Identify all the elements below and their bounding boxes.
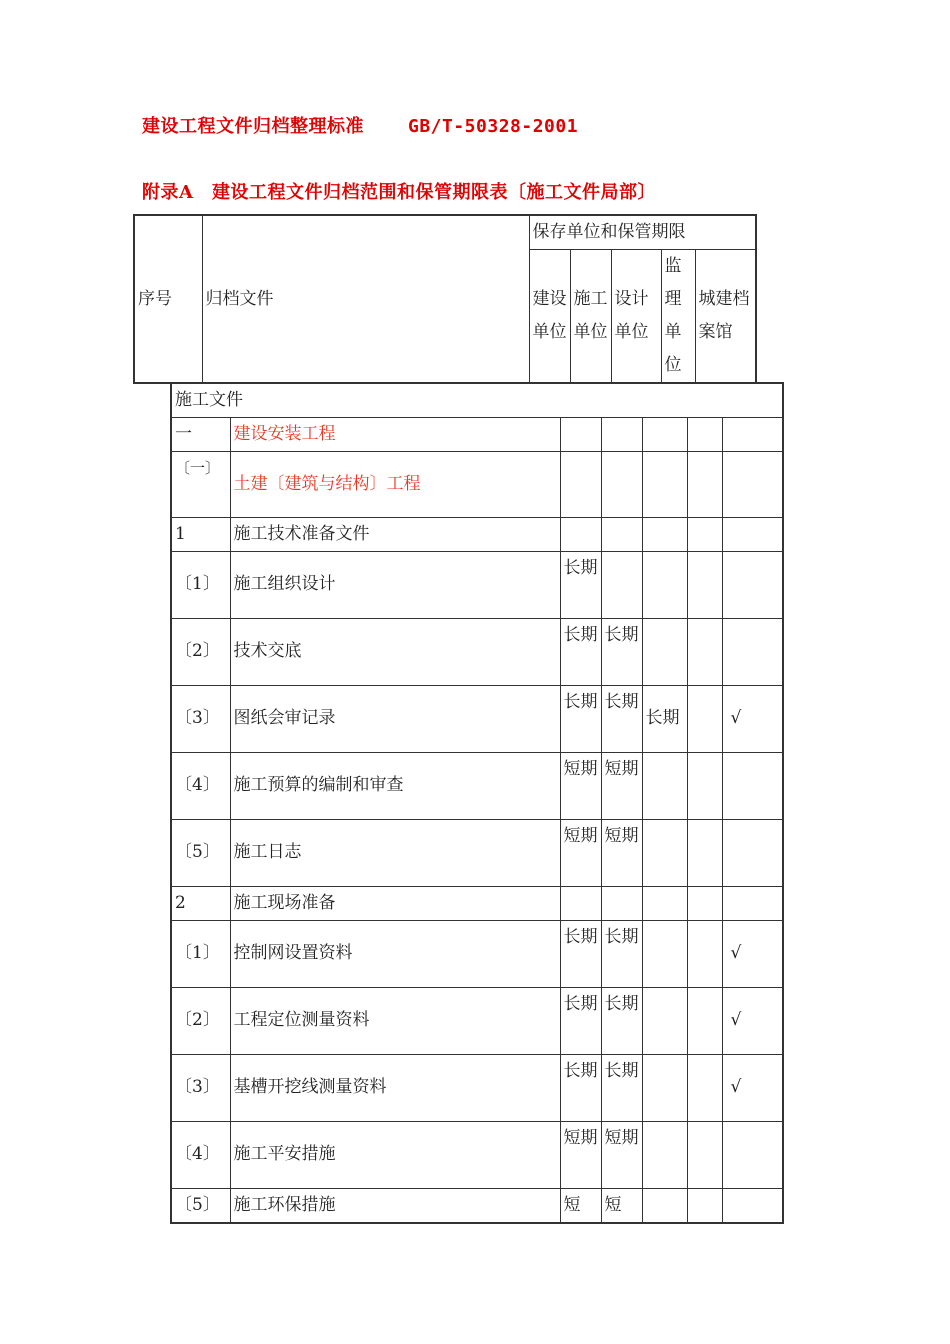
cell-archive: √: [722, 920, 783, 987]
cell-construct: 长期: [601, 618, 642, 685]
cell-build: 短期: [560, 819, 601, 886]
cell-supervise: [687, 920, 722, 987]
cell-design: [642, 920, 687, 987]
row-name: 图纸会审记录: [230, 685, 560, 752]
table-row: [171, 517, 783, 551]
header-construct-unit: 施工单位: [570, 250, 611, 384]
table-row: [171, 987, 783, 1054]
table-row: [171, 685, 783, 752]
table-row: [171, 1188, 783, 1223]
archive-table: [170, 382, 784, 1224]
cell-archive: [722, 417, 783, 451]
row-name: 土建〔建筑与结构〕工程: [230, 451, 560, 517]
document-title: [142, 112, 578, 138]
appendix-title: 附录A 建设工程文件归档范围和保管期限表〔施工文件局部〕: [142, 182, 656, 203]
cell-design: [642, 551, 687, 618]
cell-design: [642, 618, 687, 685]
cell-construct: 长期: [601, 1054, 642, 1121]
cell-build: [560, 451, 601, 517]
cell-supervise: [687, 685, 722, 752]
row-name: 施工平安措施: [230, 1121, 560, 1188]
row-seq: 〔5〕: [171, 819, 230, 886]
cell-construct: [601, 551, 642, 618]
cell-construct: 长期: [601, 920, 642, 987]
header-design-unit: 设计单位: [611, 250, 661, 384]
cell-build: 短期: [560, 752, 601, 819]
cell-supervise: [687, 886, 722, 920]
row-name: 施工技术准备文件: [230, 517, 560, 551]
row-seq: 〔1〕: [171, 551, 230, 618]
title-text: 建设工程文件归档整理标准: [142, 116, 364, 137]
table-row: [171, 1121, 783, 1188]
cell-construct: [601, 886, 642, 920]
cell-archive: [722, 451, 783, 517]
table-row: [171, 1054, 783, 1121]
cell-construct: 长期: [601, 987, 642, 1054]
header-seq: 序号: [134, 215, 202, 383]
cell-supervise: [687, 551, 722, 618]
cell-archive: √: [722, 685, 783, 752]
cell-archive: [722, 517, 783, 551]
cell-supervise: [687, 517, 722, 551]
cell-design: [642, 886, 687, 920]
cell-archive: [722, 886, 783, 920]
cell-supervise: [687, 1054, 722, 1121]
cell-design: [642, 752, 687, 819]
cell-archive: [722, 618, 783, 685]
header-archive: 城建档案馆: [695, 250, 756, 384]
cell-design: [642, 417, 687, 451]
table-row: [171, 417, 783, 451]
cell-archive: √: [722, 987, 783, 1054]
cell-build: 短: [560, 1188, 601, 1223]
cell-design: [642, 1054, 687, 1121]
row-seq: 〔4〕: [171, 752, 230, 819]
cell-supervise: [687, 752, 722, 819]
row-seq: 〔2〕: [171, 987, 230, 1054]
header-build-unit: 建设单位: [529, 250, 570, 384]
cell-supervise: [687, 417, 722, 451]
cell-design: 长期: [642, 685, 687, 752]
cell-construct: 长期: [601, 685, 642, 752]
cell-supervise: [687, 1121, 722, 1188]
cell-design: [642, 819, 687, 886]
cell-supervise: [687, 1188, 722, 1223]
cell-archive: √: [722, 1054, 783, 1121]
header-supervise-unit: 监理单位: [661, 250, 695, 384]
row-name: 施工日志: [230, 819, 560, 886]
cell-build: 长期: [560, 920, 601, 987]
row-seq: 〔4〕: [171, 1121, 230, 1188]
cell-build: 长期: [560, 551, 601, 618]
cell-construct: 短期: [601, 752, 642, 819]
row-name: 施工环保措施: [230, 1188, 560, 1223]
cell-build: [560, 417, 601, 451]
cell-construct: 短期: [601, 1121, 642, 1188]
row-seq: 〔5〕: [171, 1188, 230, 1223]
row-name: 工程定位测量资料: [230, 987, 560, 1054]
cell-construct: 短: [601, 1188, 642, 1223]
cell-supervise: [687, 819, 722, 886]
cell-supervise: [687, 618, 722, 685]
cell-archive: [722, 752, 783, 819]
row-name: 控制网设置资料: [230, 920, 560, 987]
row-seq: 〔一〕: [171, 451, 230, 517]
cell-build: 长期: [560, 987, 601, 1054]
row-seq: 〔2〕: [171, 618, 230, 685]
table-row: [171, 618, 783, 685]
row-name: 建设安装工程: [230, 417, 560, 451]
row-seq: 〔1〕: [171, 920, 230, 987]
cell-build: [560, 517, 601, 551]
table-row: [171, 920, 783, 987]
row-seq: 1: [171, 517, 230, 551]
cell-archive: [722, 1121, 783, 1188]
cell-design: [642, 1121, 687, 1188]
cell-construct: [601, 517, 642, 551]
cell-design: [642, 517, 687, 551]
row-name: 技术交底: [230, 618, 560, 685]
row-seq: 2: [171, 886, 230, 920]
table-row: [171, 886, 783, 920]
cell-build: [560, 886, 601, 920]
cell-design: [642, 1188, 687, 1223]
cell-design: [642, 987, 687, 1054]
row-seq: 一: [171, 417, 230, 451]
cell-build: 长期: [560, 685, 601, 752]
row-seq: 〔3〕: [171, 1054, 230, 1121]
cell-archive: [722, 551, 783, 618]
row-name: 施工组织设计: [230, 551, 560, 618]
table-row: [171, 551, 783, 618]
table-row: [171, 819, 783, 886]
cell-build: 短期: [560, 1121, 601, 1188]
header-table: [133, 214, 757, 384]
cell-build: 长期: [560, 618, 601, 685]
cell-design: [642, 451, 687, 517]
row-name: 施工预算的编制和审查: [230, 752, 560, 819]
cell-construct: 短期: [601, 819, 642, 886]
cell-supervise: [687, 987, 722, 1054]
cell-archive: [722, 819, 783, 886]
table-row: [171, 451, 783, 517]
header-file: 归档文件: [202, 215, 529, 383]
row-name: 基槽开挖线测量资料: [230, 1054, 560, 1121]
cell-supervise: [687, 451, 722, 517]
row-seq: 〔3〕: [171, 685, 230, 752]
cell-build: 长期: [560, 1054, 601, 1121]
section-header: 施工文件: [171, 383, 783, 417]
cell-construct: [601, 417, 642, 451]
row-name: 施工现场准备: [230, 886, 560, 920]
cell-archive: [722, 1188, 783, 1223]
cell-construct: [601, 451, 642, 517]
table-row: [171, 752, 783, 819]
standard-number: GB/T-50328-2001: [408, 116, 579, 137]
header-retention-group: 保存单位和保管期限: [529, 215, 756, 250]
